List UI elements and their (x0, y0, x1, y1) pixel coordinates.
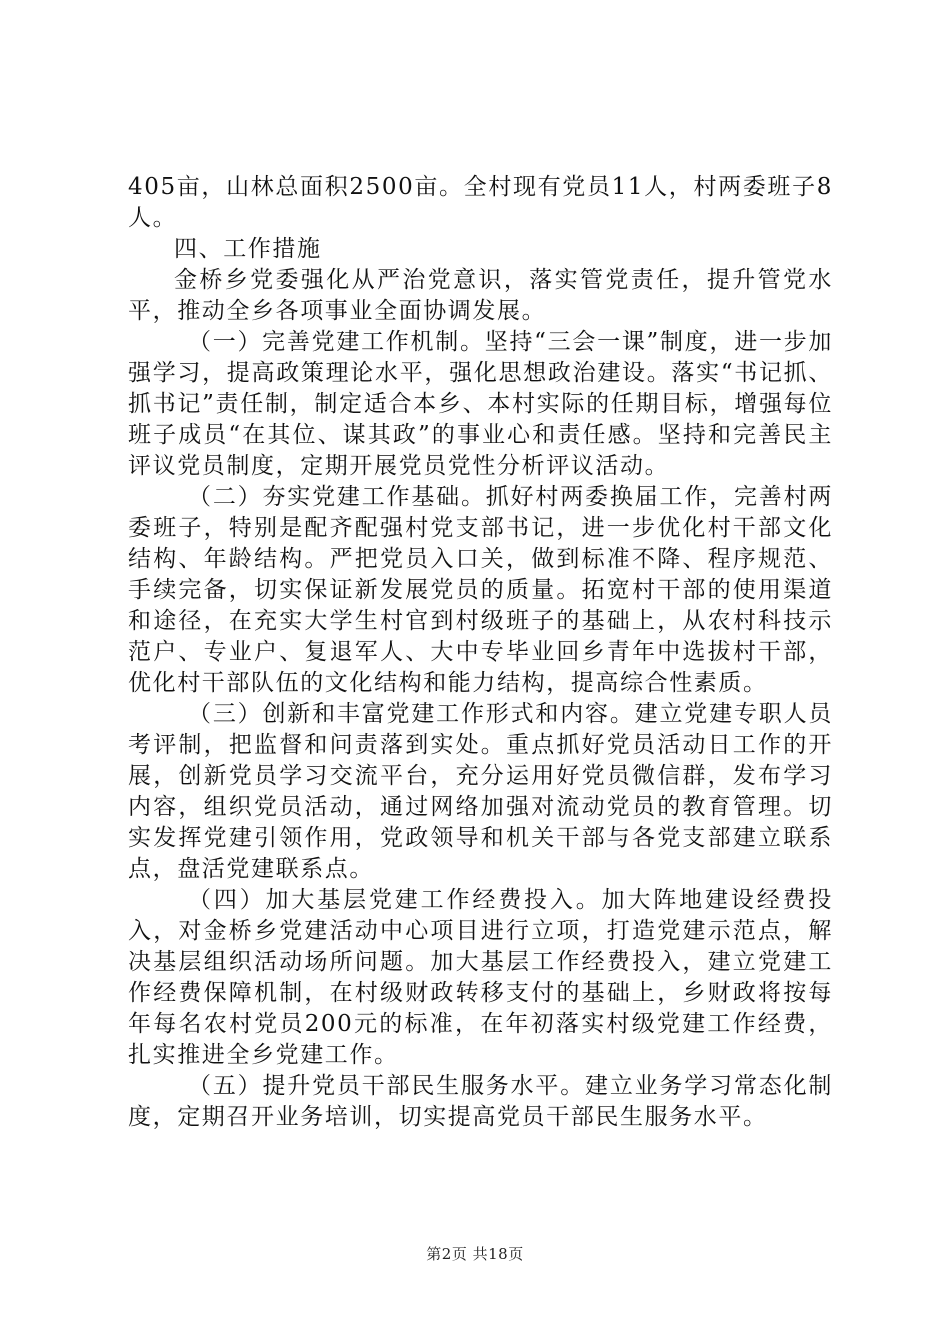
paragraph-item-2: （二）夯实党建工作基础。抓好村两委换届工作，完善村两委班子，特别是配齐配强村党支部书记，进一步优化村干部文化结构、年龄结构。严把党员入口关，做到标准不降、程序规范、手续完备，切实保证新发展党员的质量。拓宽村干部的使用渠道和途径，在充实大学生村官到村级班子的基础上，从农村科技示范户、专业户、复退军人、大中专毕业回乡青年中选拔村干部，优化村干部队伍的文化结构和能力结构，提高综合性素质。 (128, 484, 833, 696)
document-body (128, 172, 833, 1133)
section-heading: 四、工作措施 (174, 236, 322, 262)
paragraph-item-5: （五）提升党员干部民生服务水平。建立业务学习常态化制度，定期召开业务培训，切实提高党员干部民生服务水平。 (128, 1073, 833, 1130)
paragraph-item-4: （四）加大基层党建工作经费投入。加大阵地建设经费投入，对金桥乡党建活动中心项目进行立项，打造党建示范点，解决基层组织活动场所问题。加大基层工作经费投入，建立党建工作经费保障机制，在村级财政转移支付的基础上，乡财政将按每年每名农村党员200元的标准，在年初落实村级党建工作经费，扎实推进全乡党建工作。 (128, 887, 833, 1068)
page-footer: 第2页 共18页 (426, 1245, 524, 1263)
paragraph-intro: 金桥乡党委强化从严治党意识，落实管党责任，提升管党水平，推动全乡各项事业全面协调发展。 (128, 267, 833, 324)
paragraph-item-3: （三）创新和丰富党建工作形式和内容。建立党建专职人员考评制，把监督和问责落到实处。重点抓好党员活动日工作的开展，创新党员学习交流平台，充分运用好党员微信群，发布学习内容，组织党员活动，通过网络加强对流动党员的教育管理。切实发挥党建引领作用，党政领导和机关干部与各党支部建立联系点，盘活党建联系点。 (128, 701, 833, 882)
paragraph-continuation: 405亩，山林总面积2500亩。全村现有党员11人，村两委班子8人。 (128, 174, 833, 231)
paragraph-item-1: （一）完善党建工作机制。坚持“三会一课”制度，进一步加强学习，提高政策理论水平，强化思想政治建设。落实“书记抓、抓书记”责任制，制定适合本乡、本村实际的任期目标，增强每位班子成员“在其位、谋其政”的事业心和责任感。坚持和完善民主评议党员制度，定期开展党员党性分析评议活动。 (128, 329, 833, 479)
